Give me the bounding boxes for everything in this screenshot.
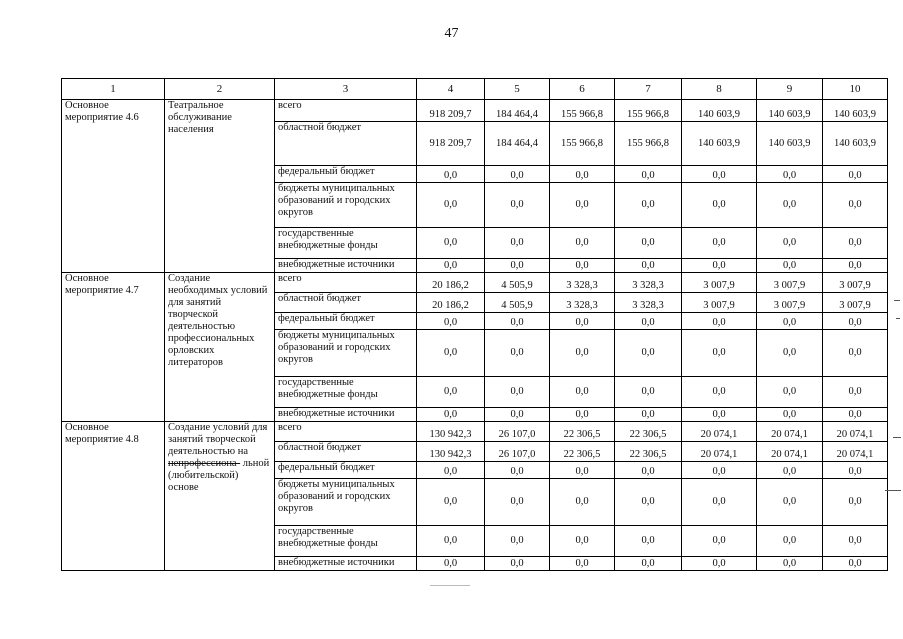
value-cell: 0,0 [682,313,757,330]
value-cell: 0,0 [485,313,550,330]
funding-source-cell: всего [275,100,417,122]
value-cell: 20 074,1 [823,442,888,462]
funding-source-cell: бюджеты муниципальных образований и городских округов [275,183,417,228]
value-cell: 0,0 [417,377,485,408]
value-cell: 0,0 [757,408,823,422]
header-cell: 4 [417,79,485,100]
value-cell: 0,0 [757,526,823,557]
value-cell: 140 603,9 [757,122,823,166]
value-cell: 0,0 [615,408,682,422]
header-cell: 3 [275,79,417,100]
funding-source-cell: внебюджетные источники [275,557,417,571]
event-name-cell: Основное мероприятие 4.7 [62,273,165,422]
struck-text: непрофессиона- [168,458,241,469]
value-cell: 0,0 [417,408,485,422]
value-cell: 0,0 [417,479,485,526]
value-cell: 0,0 [550,408,615,422]
value-cell: 918 209,7 [417,100,485,122]
value-cell: 3 007,9 [823,293,888,313]
value-cell: 0,0 [417,313,485,330]
value-cell: 20 074,1 [757,442,823,462]
funding-source-cell: государственные внебюджетные фонды [275,526,417,557]
value-cell: 0,0 [417,462,485,479]
value-cell: 0,0 [823,166,888,183]
value-cell: 155 966,8 [550,122,615,166]
value-cell: 0,0 [682,228,757,259]
funding-source-cell: областной бюджет [275,293,417,313]
funding-source-cell: федеральный бюджет [275,166,417,183]
value-cell: 155 966,8 [615,122,682,166]
header-cell: 6 [550,79,615,100]
scan-mark [893,437,901,438]
scan-mark [894,300,900,301]
value-cell: 0,0 [757,259,823,273]
value-cell: 0,0 [417,557,485,571]
value-cell: 0,0 [417,259,485,273]
value-cell: 0,0 [550,183,615,228]
funding-source-cell: всего [275,422,417,442]
funding-source-cell: федеральный бюджет [275,462,417,479]
value-cell: 3 007,9 [823,273,888,293]
value-cell: 3 328,3 [550,273,615,293]
value-cell: 0,0 [823,183,888,228]
value-cell: 0,0 [550,462,615,479]
event-name-cell: Основное мероприятие 4.8 [62,422,165,571]
funding-source-cell: бюджеты муниципальных образований и городских округов [275,479,417,526]
event-description-cell: Театральное обслуживание населения [165,100,275,273]
table-row [62,100,888,122]
value-cell: 0,0 [550,166,615,183]
value-cell: 0,0 [823,462,888,479]
funding-source-cell: государственные внебюджетные фонды [275,228,417,259]
table-row [62,273,888,293]
value-cell: 3 007,9 [757,273,823,293]
value-cell: 0,0 [615,166,682,183]
value-cell: 0,0 [615,557,682,571]
value-cell: 0,0 [757,462,823,479]
value-cell: 130 942,3 [417,442,485,462]
value-cell: 0,0 [823,228,888,259]
value-cell: 0,0 [823,313,888,330]
value-cell: 0,0 [757,313,823,330]
value-cell: 0,0 [485,462,550,479]
value-cell: 0,0 [823,479,888,526]
header-cell: 10 [823,79,888,100]
value-cell: 3 328,3 [615,273,682,293]
value-cell: 0,0 [485,166,550,183]
value-cell: 140 603,9 [823,122,888,166]
value-cell: 0,0 [823,557,888,571]
value-cell: 0,0 [485,377,550,408]
value-cell: 22 306,5 [550,422,615,442]
value-cell: 0,0 [757,479,823,526]
header-cell: 9 [757,79,823,100]
value-cell: 140 603,9 [682,100,757,122]
funding-source-cell: внебюджетные источники [275,408,417,422]
value-cell: 3 328,3 [550,293,615,313]
value-cell: 140 603,9 [823,100,888,122]
value-cell: 0,0 [823,330,888,377]
value-cell: 0,0 [485,557,550,571]
value-cell: 0,0 [615,183,682,228]
value-cell: 0,0 [550,228,615,259]
value-cell: 0,0 [417,526,485,557]
value-cell: 0,0 [615,526,682,557]
value-cell: 0,0 [550,259,615,273]
value-cell: 0,0 [757,183,823,228]
value-cell: 0,0 [550,377,615,408]
value-cell: 0,0 [682,259,757,273]
scan-mark [430,585,470,586]
funding-source-cell: областной бюджет [275,122,417,166]
value-cell: 3 007,9 [682,273,757,293]
funding-table [61,78,888,571]
value-cell: 0,0 [485,259,550,273]
header-cell: 1 [62,79,165,100]
value-cell: 22 306,5 [615,422,682,442]
value-cell: 0,0 [485,183,550,228]
header-row [62,79,888,100]
description-text: льной (любительской) основе [168,458,270,493]
funding-source-cell: федеральный бюджет [275,313,417,330]
value-cell: 0,0 [615,330,682,377]
value-cell: 20 074,1 [757,422,823,442]
value-cell: 0,0 [615,462,682,479]
value-cell: 0,0 [682,377,757,408]
value-cell: 0,0 [682,479,757,526]
value-cell: 22 306,5 [615,442,682,462]
value-cell: 155 966,8 [550,100,615,122]
value-cell: 0,0 [615,313,682,330]
value-cell: 3 007,9 [682,293,757,313]
scan-mark [885,490,901,491]
value-cell: 0,0 [615,259,682,273]
value-cell: 0,0 [550,557,615,571]
value-cell: 0,0 [823,526,888,557]
value-cell: 0,0 [485,330,550,377]
value-cell: 0,0 [417,166,485,183]
value-cell: 0,0 [682,166,757,183]
value-cell: 0,0 [485,228,550,259]
value-cell: 3 328,3 [615,293,682,313]
value-cell: 184 464,4 [485,100,550,122]
value-cell: 155 966,8 [615,100,682,122]
value-cell: 0,0 [682,526,757,557]
value-cell: 0,0 [615,377,682,408]
event-description-cell [165,422,275,571]
value-cell: 0,0 [615,228,682,259]
value-cell: 0,0 [757,557,823,571]
funding-source-cell: бюджеты муниципальных образований и городских округов [275,330,417,377]
value-cell: 4 505,9 [485,293,550,313]
value-cell: 130 942,3 [417,422,485,442]
value-cell: 140 603,9 [682,122,757,166]
value-cell: 0,0 [417,330,485,377]
value-cell: 184 464,4 [485,122,550,166]
value-cell: 20 074,1 [682,422,757,442]
value-cell: 0,0 [615,479,682,526]
value-cell: 20 186,2 [417,293,485,313]
value-cell: 0,0 [757,330,823,377]
value-cell: 0,0 [682,557,757,571]
value-cell: 0,0 [550,313,615,330]
value-cell: 0,0 [485,479,550,526]
value-cell: 140 603,9 [757,100,823,122]
page-number: 47 [444,26,459,41]
header-cell: 7 [615,79,682,100]
value-cell: 0,0 [485,526,550,557]
value-cell: 0,0 [417,183,485,228]
funding-source-cell: областной бюджет [275,442,417,462]
header-cell: 5 [485,79,550,100]
header-cell: 2 [165,79,275,100]
value-cell: 0,0 [485,408,550,422]
value-cell: 0,0 [757,166,823,183]
value-cell: 0,0 [682,462,757,479]
value-cell: 26 107,0 [485,422,550,442]
value-cell: 22 306,5 [550,442,615,462]
value-cell: 0,0 [682,408,757,422]
value-cell: 0,0 [550,479,615,526]
funding-source-cell: всего [275,273,417,293]
funding-source-cell: государственные внебюджетные фонды [275,377,417,408]
value-cell: 0,0 [550,330,615,377]
value-cell: 4 505,9 [485,273,550,293]
value-cell: 0,0 [757,377,823,408]
table-row [62,422,888,442]
value-cell: 918 209,7 [417,122,485,166]
value-cell: 0,0 [682,330,757,377]
value-cell: 0,0 [417,228,485,259]
value-cell: 26 107,0 [485,442,550,462]
description-text: Создание условий для занятий творческой деятельностью на [168,422,268,457]
value-cell: 20 186,2 [417,273,485,293]
value-cell: 3 007,9 [757,293,823,313]
value-cell: 0,0 [823,259,888,273]
value-cell: 20 074,1 [682,442,757,462]
event-name-cell: Основное мероприятие 4.6 [62,100,165,273]
value-cell: 0,0 [550,526,615,557]
event-description-cell: Создание необходимых условий для занятий творческой деятельностью профессиональных орловских литераторов [165,273,275,422]
value-cell: 0,0 [823,377,888,408]
value-cell: 0,0 [757,228,823,259]
header-cell: 8 [682,79,757,100]
scan-mark [896,318,900,319]
value-cell: 0,0 [682,183,757,228]
value-cell: 20 074,1 [823,422,888,442]
funding-source-cell: внебюджетные источники [275,259,417,273]
value-cell: 0,0 [823,408,888,422]
